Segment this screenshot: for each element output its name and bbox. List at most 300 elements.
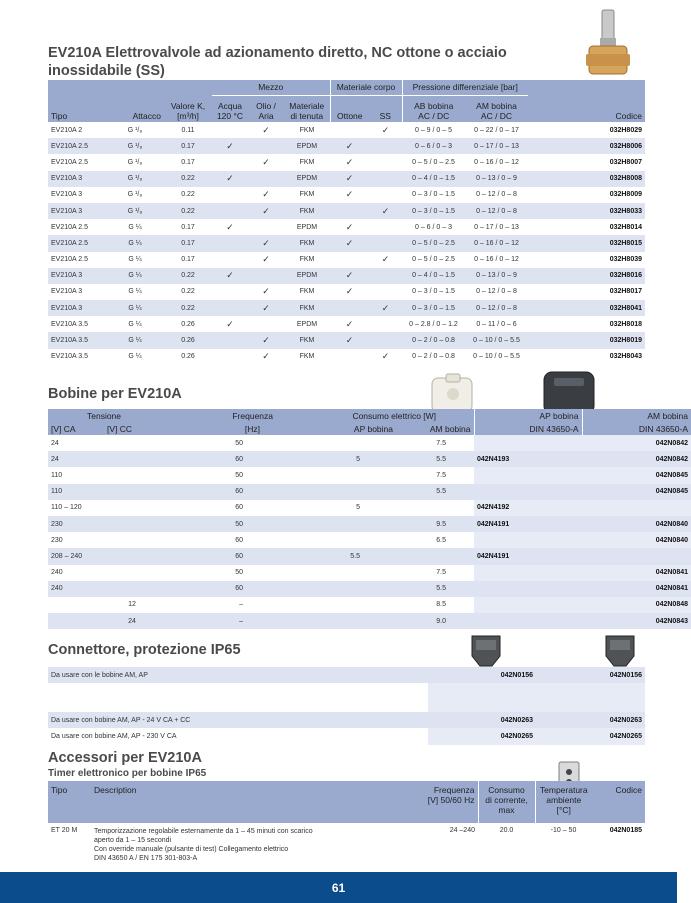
valve-cell-codice: 032H8008: [528, 171, 645, 187]
valve-cell-k: 0.17: [181, 256, 195, 264]
valve-cell-acqua: ✓: [226, 318, 234, 329]
valve-cell-seal: FKM: [299, 158, 315, 166]
valve-cell-codice: 032H8039: [609, 256, 642, 264]
coil-cell-ap-code: [474, 484, 582, 500]
valve-cell-codice: 032H8016: [528, 268, 645, 284]
valve-cell-am: 0 – 16 / 0 – 12: [465, 235, 528, 251]
coil-cell-ca: 208 – 240: [48, 548, 104, 564]
coil-cell-ca: 240: [51, 569, 63, 577]
valve-cell-seal: FKM: [299, 353, 315, 361]
coil-cell-am: 5.5: [396, 581, 474, 597]
coil-cell-am-code: 042N0843: [582, 613, 691, 629]
coil-cell-cc: [104, 532, 160, 548]
connector-ap-code: 042N0263: [428, 712, 536, 728]
coil-cell-hz: –: [160, 613, 315, 629]
coils-col-vcc: [V] CC: [104, 422, 160, 435]
coil-cell-am-code: 042N0845: [582, 484, 691, 500]
coil-cell-ap: [315, 467, 396, 483]
coil-cell-am-code: 042N0840: [582, 532, 691, 548]
valve-cell-ap: 0 – 2 / 0 – 0.8: [402, 332, 465, 348]
col-acqua: Acqua 120 °C: [212, 95, 248, 122]
valve-cell-am: 0 – 17 / 0 – 13: [474, 223, 519, 231]
valve-cell-ottone: ✓: [345, 286, 354, 297]
coil-cell-ap: [315, 484, 396, 500]
coil-cell-ca: 110: [51, 471, 63, 479]
valve-cell-olio: [248, 171, 284, 187]
coil-cell-am-code: 042N0845: [582, 467, 691, 483]
coil-cell-cc: [104, 516, 160, 532]
coils-col-hz: [Hz]: [160, 422, 315, 435]
coil-cell-cc: [104, 484, 160, 500]
valve-cell-attacco: G ¼: [106, 235, 164, 251]
coil-cell-cc: 24: [104, 613, 160, 629]
acc-consumo: 20.0: [499, 827, 514, 834]
valve-cell-ap: 0 – 2 / 0 – 0.8: [412, 353, 455, 361]
coil-cell-am: 9.5: [396, 516, 474, 532]
valve-cell-olio: [248, 219, 284, 235]
valve-cell-ottone: ✓: [330, 138, 369, 154]
coils-section-title: Bobine per EV210A: [48, 386, 182, 402]
valve-cell-acqua: [212, 284, 248, 300]
connector-ap-code: 042N0156: [428, 667, 536, 683]
connector-table: [48, 667, 645, 745]
valve-cell-acqua: [212, 252, 248, 268]
coil-cell-ap: [315, 516, 396, 532]
valve-cell-olio: ✓: [248, 235, 284, 251]
valve-cell-ap: 0 – 3 / 0 – 1.5: [402, 203, 465, 219]
valve-cell-ottone: ✓: [330, 235, 369, 251]
coil-cell-am-code: 042N0841: [582, 581, 691, 597]
valve-cell-ss: [369, 268, 402, 284]
coil-cell-am-code: 042N0842: [582, 435, 691, 451]
valve-cell-k: 0.22: [164, 171, 212, 187]
coil-cell-cc: 12: [128, 601, 136, 609]
valve-cell-k: 0.22: [164, 300, 212, 316]
coil-cell-cc: [104, 451, 160, 467]
coil-cell-am: 8.5: [436, 601, 446, 609]
valve-cell-k: 0.26: [181, 320, 195, 328]
valve-cell-ap: 0 – 6 / 0 – 3: [415, 223, 452, 231]
valve-cell-ottone: [330, 300, 369, 316]
coil-row: [48, 484, 691, 500]
coil-cell-hz: 60: [160, 548, 315, 564]
coil-cell-hz: 50: [235, 439, 243, 447]
valve-cell-seal: FKM: [299, 288, 315, 296]
valve-cell-attacco: G ¹/₈: [106, 138, 164, 154]
coil-row: [48, 451, 691, 467]
page-number: 61: [331, 881, 346, 895]
valve-cell-seal: FKM: [299, 256, 315, 264]
valve-row: [48, 349, 645, 365]
valve-cell-ap: 0 – 6 / 0 – 3: [402, 138, 465, 154]
valve-cell-acqua: [212, 154, 248, 170]
valves-table: [48, 80, 645, 365]
coil-cell-hz: 60: [160, 484, 315, 500]
valve-cell-tipo: EV210A 2: [51, 126, 83, 134]
valve-cell-acqua: [212, 349, 248, 365]
valve-cell-tipo: EV210A 3: [51, 288, 83, 296]
valve-cell-ap: 0 – 2.8 / 0 – 1.2: [409, 320, 458, 328]
valve-cell-am: 0 – 16 / 0 – 12: [474, 256, 519, 264]
coil-row: [48, 548, 691, 564]
coil-cell-cc: [104, 548, 160, 564]
valve-cell-k: 0.22: [164, 203, 212, 219]
valve-row: [48, 300, 645, 316]
valve-cell-codice: 032H8017: [609, 288, 642, 296]
valve-cell-acqua: ✓: [212, 138, 248, 154]
coil-cell-ap-code: [474, 532, 582, 548]
valve-row: [48, 316, 645, 332]
valve-cell-am: 0 – 16 / 0 – 12: [474, 158, 519, 166]
valve-cell-ottone: ✓: [345, 318, 354, 329]
col-olio: Olio / Aria: [248, 95, 284, 122]
coil-cell-ap-code: [474, 467, 582, 483]
coil-row: [48, 597, 691, 613]
coils-col-am: AM bobina: [396, 422, 474, 435]
valve-cell-tipo: EV210A 3: [48, 268, 106, 284]
valve-cell-codice: 032H8019: [528, 332, 645, 348]
valve-row: [48, 284, 645, 300]
col-ss: SS: [369, 95, 402, 122]
coil-cell-ap-code: [474, 581, 582, 597]
valve-row: [48, 235, 645, 251]
coils-col-din-am: DIN 43650-A: [582, 422, 691, 435]
acc-temp: -10 – 50: [550, 827, 577, 834]
valve-cell-seal: FKM: [284, 332, 330, 348]
col-valore-k: Valore K, [m³/h]: [164, 95, 212, 122]
connector-desc: Da usare con le bobine AM, AP: [48, 667, 428, 683]
connector-desc: Da usare con bobine AM, AP - 24 V CA + CC: [48, 712, 428, 728]
coil-cell-am-code: 042N0840: [582, 516, 691, 532]
coil-cell-ap-code: 042N4191: [474, 516, 582, 532]
coil-cell-am: 9.0: [396, 613, 474, 629]
valve-cell-acqua: [212, 203, 248, 219]
valve-cell-ss: [369, 154, 402, 170]
coil-cell-am: 7.5: [436, 471, 446, 479]
coil-cell-ap: [315, 532, 396, 548]
valve-cell-ap: 0 – 4 / 0 – 1.5: [402, 268, 465, 284]
coil-cell-cc: [104, 435, 160, 451]
valve-cell-olio: ✓: [262, 254, 270, 265]
coil-cell-ca: 110: [48, 484, 104, 500]
valve-cell-seal: EPDM: [284, 171, 330, 187]
valve-cell-ottone: ✓: [330, 171, 369, 187]
valve-row: [48, 219, 645, 235]
acc-freq: 24 –240: [449, 827, 475, 834]
valve-cell-codice: 032H8043: [609, 353, 642, 361]
coil-cell-am: 5.5: [396, 484, 474, 500]
connector-section-title: Connettore, protezione IP65: [48, 642, 241, 658]
connector-ap-code: 042N0265: [428, 728, 536, 744]
connector-row: [48, 712, 645, 728]
valve-cell-tipo: EV210A 3: [48, 203, 106, 219]
valve-cell-ss: [369, 332, 402, 348]
valve-cell-k: 0.17: [181, 223, 195, 231]
valve-cell-ap: 0 – 5 / 0 – 2.5: [412, 158, 455, 166]
valve-cell-tipo: EV210A 3: [51, 191, 83, 199]
coils-col-consumo: Consumo elettrico [W]: [315, 409, 474, 422]
coil-cell-ca: [48, 613, 104, 629]
valve-cell-attacco: G ¼: [106, 300, 164, 316]
valve-cell-acqua: ✓: [226, 221, 234, 232]
valve-cell-tipo: EV210A 3: [48, 300, 106, 316]
connector-photo-2: [600, 632, 640, 668]
valve-cell-am: 0 – 13 / 0 – 9: [465, 268, 528, 284]
valve-cell-ap: 0 – 9 / 0 – 5: [415, 126, 452, 134]
valve-cell-olio: [248, 316, 284, 332]
coil-row: [48, 500, 691, 516]
valve-cell-codice: 032H8007: [609, 158, 642, 166]
valve-cell-olio: ✓: [262, 351, 270, 362]
coil-cell-am: [396, 548, 474, 564]
valve-cell-seal: FKM: [299, 126, 315, 134]
valve-cell-codice: 032H8006: [528, 138, 645, 154]
acc-col-tipo: Tipo: [48, 781, 91, 823]
valve-cell-ss: [369, 284, 402, 300]
coils-col-din-ap: DIN 43650-A: [474, 422, 582, 435]
valve-cell-olio: ✓: [248, 203, 284, 219]
connector-am-code: 042N0263: [536, 712, 645, 728]
coil-cell-ap: 5: [356, 504, 360, 512]
valve-cell-am: 0 – 11 / 0 – 6: [476, 320, 517, 328]
col-ap-bobina: AB bobina AC / DC: [402, 95, 465, 122]
coil-cell-ap: [315, 613, 396, 629]
valve-cell-k: 0.17: [181, 158, 195, 166]
coil-cell-ap-code: [474, 613, 582, 629]
valve-cell-ss: ✓: [369, 300, 402, 316]
connector-photo-1: [466, 632, 506, 668]
col-ottone: Ottone: [330, 95, 369, 122]
coil-cell-am: [396, 500, 474, 516]
valve-photo: [586, 8, 630, 80]
col-attacco: Attacco: [106, 95, 164, 122]
valve-cell-am: 0 – 22 / 0 – 17: [474, 126, 519, 134]
valve-cell-seal: FKM: [284, 235, 330, 251]
valve-cell-ottone: ✓: [345, 189, 354, 200]
valve-cell-k: 0.17: [164, 138, 212, 154]
valve-cell-am: 0 – 12 / 0 – 8: [476, 191, 517, 199]
valve-cell-ss: ✓: [369, 203, 402, 219]
valve-cell-attacco: G ¼: [128, 320, 142, 328]
valve-cell-tipo: EV210A 2.5: [51, 256, 88, 264]
valve-cell-attacco: G ¼: [106, 268, 164, 284]
valve-cell-attacco: G ¼: [128, 223, 142, 231]
valve-cell-olio: ✓: [262, 156, 270, 167]
valve-cell-tipo: EV210A 2.5: [51, 158, 88, 166]
valve-cell-attacco: G ¹/₈: [127, 126, 143, 134]
valve-cell-tipo: EV210A 2.5: [48, 138, 106, 154]
valve-cell-am: 0 – 17 / 0 – 13: [465, 138, 528, 154]
col-materiale: Materiale di tenuta: [284, 95, 330, 122]
coil-cell-ap-code: [474, 435, 582, 451]
coil-row: [48, 467, 691, 483]
valve-cell-am: 0 – 12 / 0 – 8: [476, 288, 517, 296]
acc-col-description: Description: [91, 781, 418, 823]
valve-cell-ap: 0 – 3 / 0 – 1.5: [402, 300, 465, 316]
valve-cell-codice: 032H8014: [609, 223, 642, 231]
valve-cell-ss: ✓: [381, 351, 390, 362]
valve-cell-olio: ✓: [248, 332, 284, 348]
valve-cell-attacco: G ¹/₈: [127, 158, 143, 166]
valve-cell-acqua: [212, 187, 248, 203]
valve-row: [48, 138, 645, 154]
valve-cell-codice: 032H8009: [609, 191, 642, 199]
col-codice: Codice: [528, 95, 645, 122]
coil-cell-hz: 60: [235, 536, 243, 544]
valve-cell-am: 0 – 10 / 0 – 5.5: [465, 332, 528, 348]
valve-cell-ap: 0 – 5 / 0 – 2.5: [402, 235, 465, 251]
coil-cell-ca: 110 – 120: [51, 504, 82, 512]
valve-cell-ss: [369, 235, 402, 251]
coil-cell-cc: [104, 467, 160, 483]
coil-cell-ca: 24: [48, 451, 104, 467]
valve-cell-k: 0.11: [181, 126, 195, 134]
valve-cell-codice: 032H8041: [528, 300, 645, 316]
coils-col-frequenza: Frequenza: [160, 409, 315, 422]
valve-row: [48, 187, 645, 203]
coils-table: [48, 409, 691, 629]
coil-cell-am-code: 042N0841: [582, 565, 691, 581]
coil-cell-cc: [104, 500, 160, 516]
valve-cell-olio: ✓: [262, 124, 270, 135]
valve-cell-acqua: ✓: [212, 268, 248, 284]
coil-cell-hz: 60: [160, 581, 315, 597]
coils-col-tensione: Tensione: [48, 409, 160, 422]
valve-cell-attacco: G ¹/₈: [127, 191, 143, 199]
coil-cell-ap: 5: [315, 451, 396, 467]
connector-desc: Da usare con bobine AM, AP - 230 V CA: [51, 732, 177, 740]
valve-cell-k: 0.22: [181, 288, 195, 296]
valve-cell-ss: [369, 171, 402, 187]
valve-cell-acqua: ✓: [212, 171, 248, 187]
valve-cell-tipo: EV210A 3.5: [51, 320, 88, 328]
valve-cell-k: 0.26: [181, 353, 195, 361]
valve-cell-tipo: EV210A 3.5: [51, 353, 88, 361]
coil-row: [48, 581, 691, 597]
valve-cell-attacco: G ¼: [128, 353, 142, 361]
coil-cell-am-code: [582, 548, 691, 564]
valve-row: [48, 154, 645, 170]
connector-row: [48, 667, 645, 683]
coil-row: [48, 613, 691, 629]
valve-cell-ss: [369, 138, 402, 154]
coils-col-ap-bobina: AP bobina: [474, 409, 582, 422]
valve-cell-ss: ✓: [381, 124, 390, 135]
coil-cell-am-code: [582, 500, 691, 516]
coil-cell-ap: [315, 597, 396, 613]
acc-col-temperatura: Temperatura ambiente [°C]: [535, 781, 592, 823]
col-am-bobina: AM bobina AC / DC: [465, 95, 528, 122]
valve-row: [48, 332, 645, 348]
valve-cell-olio: [248, 138, 284, 154]
valve-cell-ss: [369, 316, 402, 332]
accessory-row: [48, 823, 645, 863]
coil-cell-ap: 5.5: [315, 548, 396, 564]
connector-row: [48, 728, 645, 744]
valve-cell-codice: 032H8033: [528, 203, 645, 219]
valve-cell-ss: [369, 219, 402, 235]
valve-cell-ap: 0 – 3 / 0 – 1.5: [412, 191, 455, 199]
valve-row: [48, 122, 645, 138]
valve-row: [48, 171, 645, 187]
valve-cell-attacco: G ¼: [128, 256, 142, 264]
valve-cell-ottone: [330, 252, 369, 268]
coils-col-am-bobina: AM bobina: [582, 409, 691, 422]
valve-cell-am: 0 – 13 / 0 – 9: [465, 171, 528, 187]
coil-cell-am-code: 042N0848: [582, 597, 691, 613]
coil-row: [48, 565, 691, 581]
coil-cell-ca: 240: [48, 581, 104, 597]
valve-cell-attacco: G ¹/₈: [106, 171, 164, 187]
valve-row: [48, 268, 645, 284]
valve-cell-acqua: [212, 332, 248, 348]
acc-col-codice: Codice: [592, 781, 645, 823]
coil-cell-hz: 50: [235, 569, 243, 577]
valve-cell-seal: EPDM: [296, 223, 318, 231]
valve-cell-tipo: EV210A 2.5: [48, 235, 106, 251]
valve-cell-ottone: [330, 122, 369, 138]
valve-cell-codice: 032H8029: [609, 126, 642, 134]
valve-cell-ap: 0 – 3 / 0 – 1.5: [412, 288, 455, 296]
coil-cell-ap: [315, 581, 396, 597]
valve-cell-acqua: [212, 235, 248, 251]
coil-cell-am-code: 042N0842: [582, 451, 691, 467]
valve-cell-olio: ✓: [262, 286, 270, 297]
coil-cell-ap-code: 042N4192: [474, 500, 582, 516]
valve-cell-ottone: ✓: [330, 332, 369, 348]
group-header-mezzo: Mezzo: [212, 80, 330, 95]
valve-cell-tipo: EV210A 3.5: [48, 332, 106, 348]
coils-col-vca: [V] CA: [48, 422, 104, 435]
valve-cell-tipo: EV210A 2.5: [51, 223, 88, 231]
valve-cell-seal: FKM: [284, 203, 330, 219]
coil-cell-hz: 50: [235, 471, 243, 479]
accessories-subtitle: Timer elettronico per bobine IP65: [48, 768, 207, 779]
valve-cell-ss: [369, 187, 402, 203]
valve-cell-attacco: G ¹/₈: [106, 203, 164, 219]
coil-row: [48, 532, 691, 548]
valve-cell-codice: 032H8015: [528, 235, 645, 251]
acc-col-frequenza: Frequenza [V] 50/60 Hz: [418, 781, 478, 823]
coil-cell-ca: 230: [48, 516, 104, 532]
valve-row: [48, 203, 645, 219]
valve-cell-attacco: G ¼: [106, 332, 164, 348]
valve-cell-olio: [248, 268, 284, 284]
valve-cell-seal: FKM: [299, 191, 315, 199]
valve-cell-olio: ✓: [248, 300, 284, 316]
valve-cell-am: 0 – 12 / 0 – 8: [465, 300, 528, 316]
coil-cell-ap-code: 042N4193: [474, 451, 582, 467]
coil-cell-am: 7.5: [436, 569, 446, 577]
group-header-pressione: Pressione differenziale [bar]: [402, 80, 528, 95]
valve-cell-codice: 032H8018: [609, 320, 642, 328]
coil-cell-ap-code: [474, 565, 582, 581]
connector-am-code: 042N0265: [536, 728, 645, 744]
coil-row: [48, 516, 691, 532]
valves-section-title: EV210A Elettrovalvole ad azionamento diretto, NC ottone o acciaio inossidabile (SS): [48, 45, 507, 79]
valve-cell-ottone: ✓: [330, 268, 369, 284]
valve-cell-attacco: G ¼: [128, 288, 142, 296]
valve-cell-k: 0.22: [181, 191, 195, 199]
valve-cell-acqua: [212, 300, 248, 316]
acc-codice: 042N0185: [609, 827, 642, 834]
valve-cell-ottone: [330, 203, 369, 219]
coil-cell-hz: 60: [160, 451, 315, 467]
valve-cell-am: 0 – 12 / 0 – 8: [465, 203, 528, 219]
coils-col-ap: AP bobina: [315, 422, 396, 435]
coil-cell-am: 6.5: [436, 536, 446, 544]
coil-cell-cc: [104, 581, 160, 597]
